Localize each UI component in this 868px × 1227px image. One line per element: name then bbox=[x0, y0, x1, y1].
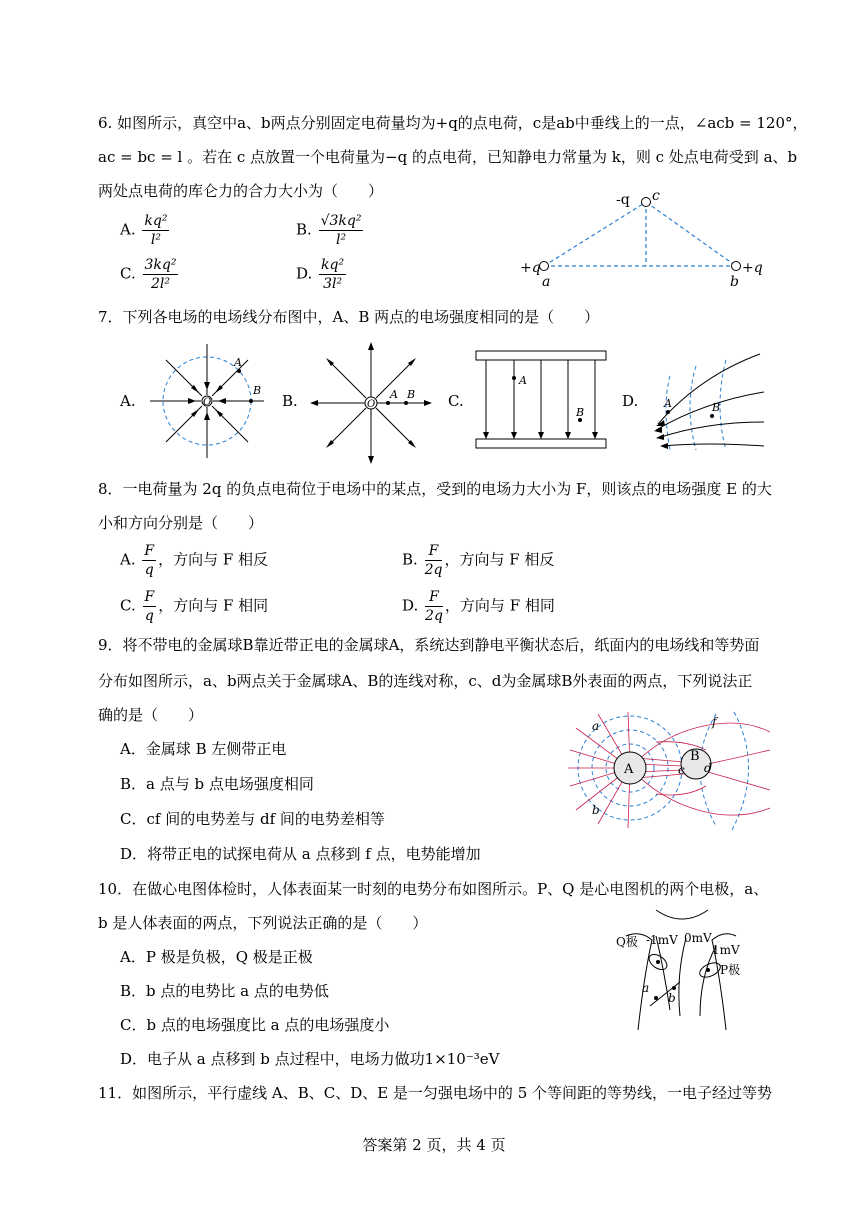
q6-figure bbox=[510, 186, 780, 290]
q7-figure-c bbox=[474, 348, 608, 452]
q10-fig-p: P极 bbox=[720, 963, 741, 977]
q6-fig-c-name: c bbox=[652, 188, 660, 204]
q10-fig-b: b bbox=[668, 991, 676, 1005]
q9-line1: 9．将不带电的金属球B靠近带正电的金属球A，系统达到静电平衡状态后，纸面内的电场线和等势面 bbox=[98, 636, 760, 654]
q10-line2: b 是人体表面的两点，下列说法正确的是（ ） bbox=[98, 914, 428, 932]
q10-option-b: B．b 点的电势比 a 点的电势低 bbox=[120, 982, 329, 1000]
q7-figure-a bbox=[146, 340, 268, 462]
q6-option-d: D. $\frac{\text{kq²}}{\text{3l²}}$ bbox=[296, 257, 345, 292]
q7-c-point-b: B bbox=[576, 406, 585, 419]
q6-fig-b-name: b bbox=[730, 274, 739, 290]
q10-fig-p1: 1mV bbox=[712, 943, 740, 957]
q10-line1: 10．在做心电图体检时，人体表面某一时刻的电势分布如图所示。P、Q 是心电图机的两个电极，a、 bbox=[98, 880, 769, 898]
q7-d-point-a: A bbox=[664, 397, 672, 410]
q10-fig-q: Q极 bbox=[616, 935, 638, 949]
q6-fig-a-charge: +q bbox=[520, 260, 541, 276]
q8-option-b: B. $\frac{F}{2q}$ ，方向与 F 相反 bbox=[402, 543, 555, 578]
q10-fig-m1: -1mV bbox=[646, 933, 678, 947]
q9-fig-d: d bbox=[704, 761, 712, 775]
q7-option-b-label: B. bbox=[282, 392, 298, 410]
page-footer: 答案第 2 页，共 4 页 bbox=[362, 1136, 506, 1154]
q6-line1: 6. 如图所示，真空中a、b两点分别固定电荷量均为+q的点电荷，c是ab中垂线上的一点，∠acb = 120°， bbox=[98, 114, 808, 132]
q7-c-point-a: A bbox=[519, 374, 527, 387]
q9-figure bbox=[566, 710, 772, 836]
q10-option-d: D．电子从 a 点移到 b 点过程中，电场力做功1×10⁻³eV bbox=[120, 1050, 500, 1068]
q9-fig-a: a bbox=[592, 719, 600, 733]
q9-fig-c: c bbox=[678, 763, 685, 777]
q9-option-c: C．cf 间的电势差与 df 间的电势差相等 bbox=[120, 810, 385, 828]
q7-option-c-label: C. bbox=[448, 392, 464, 410]
q6-option-b: B. $\frac{\text{√3kq²}}{\text{l²}}$ bbox=[296, 213, 362, 248]
q6-fig-a-name: a bbox=[542, 274, 551, 290]
q8-line1: 8．一电荷量为 2q 的负点电荷位于电场中的某点，受到的电场力大小为 F，则该点的电场强度 E 的大 bbox=[98, 480, 772, 498]
q6-line3: 两处点电荷的库仑力的合力大小为（ ） bbox=[98, 182, 384, 200]
q10-fig-zero: 0mV bbox=[684, 931, 712, 945]
q9-option-b: B．a 点与 b 点电场强度相同 bbox=[120, 775, 314, 793]
q10-option-a: A．P 极是负极，Q 极是正极 bbox=[120, 948, 313, 966]
q7-line1: 7．下列各电场的电场线分布图中，A、B 两点的电场强度相同的是（ ） bbox=[98, 308, 600, 326]
q11-line1: 11．如图所示，平行虚线 A、B、C、D、E 是一匀强电场中的 5 个等间距的等势线，一电子经过等势 bbox=[98, 1084, 773, 1102]
q9-fig-sphere-b: B bbox=[690, 749, 700, 764]
q7-option-d-label: D. bbox=[622, 392, 639, 410]
q8-option-c: C. $\frac{F}{q}$ ，方向与 F 相同 bbox=[120, 589, 269, 624]
q7-b-point-a: A bbox=[390, 388, 398, 401]
q7-option-a-label: A. bbox=[120, 392, 136, 410]
q7-figure-b bbox=[308, 340, 434, 466]
q7-a-point-b: B bbox=[253, 384, 262, 397]
q6-option-c: C. $\frac{\text{3kq²}}{\text{2l²}}$ bbox=[120, 257, 177, 292]
q8-option-a: A. $\frac{F}{q}$ ，方向与 F 相反 bbox=[120, 543, 269, 578]
q7-b-point-b: B bbox=[407, 388, 416, 401]
q9-line2: 分布如图所示，a、b两点关于金属球A、B的连线对称，c、d为金属球B外表面的两点，下列说法正 bbox=[98, 672, 753, 690]
q7-a-o-label: O bbox=[203, 397, 212, 408]
q9-option-a: A．金属球 B 左侧带正电 bbox=[120, 740, 287, 758]
q6-option-a: A. $\frac{\text{kq²}}{\text{l²}}$ bbox=[120, 213, 168, 248]
q7-b-o-label: O bbox=[367, 399, 376, 410]
q9-option-d: D．将带正电的试探电荷从 a 点移到 f 点，电势能增加 bbox=[120, 845, 481, 863]
q6-line2: ac = bc = l 。若在 c 点放置一个电荷量为−q 的点电荷，已知静电力常量为 k，则 c 处点电荷受到 a、b bbox=[98, 148, 798, 166]
q9-line3: 确的是（ ） bbox=[98, 706, 204, 724]
q7-a-point-a: A bbox=[234, 356, 242, 369]
q10-figure bbox=[616, 906, 750, 1036]
q6-fig-c-charge: -q bbox=[616, 192, 630, 208]
q10-fig-a: a bbox=[642, 981, 650, 995]
q9-fig-sphere-a: A bbox=[624, 762, 634, 777]
q10-option-c: C．b 点的电场强度比 a 点的电场强度小 bbox=[120, 1016, 390, 1034]
q8-line2: 小和方向分别是（ ） bbox=[98, 514, 264, 532]
q9-fig-f: f bbox=[712, 715, 717, 729]
q9-fig-b: b bbox=[592, 803, 600, 817]
q8-option-d: D. $\frac{F}{2q}$ ，方向与 F 相同 bbox=[402, 589, 555, 624]
q7-figure-d bbox=[640, 346, 770, 456]
q6-fig-b-charge: +q bbox=[742, 260, 763, 276]
q7-d-point-b: B bbox=[712, 401, 721, 414]
